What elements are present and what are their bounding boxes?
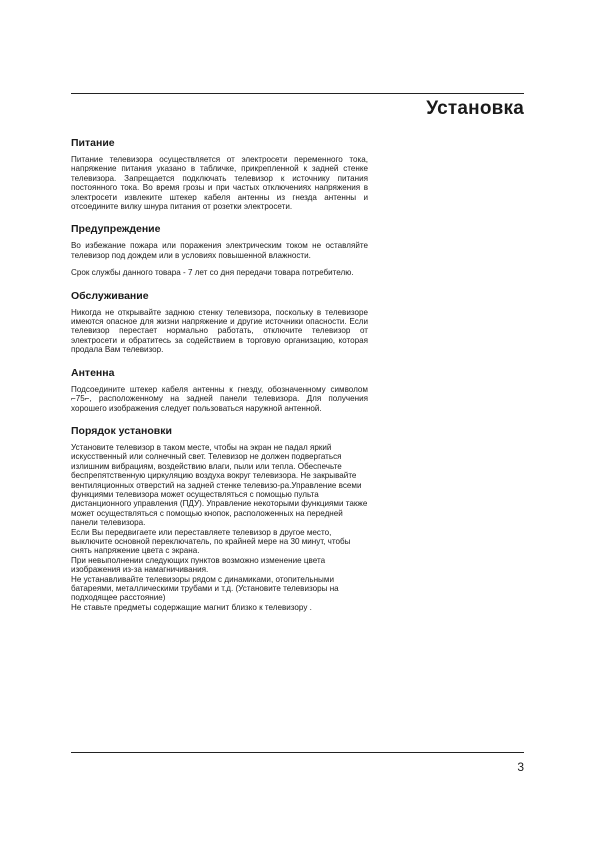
paragraph: Во избежание пожара или поражения электрическим током не оставляйте телевизор под дождем или в условиях повышенной влажности. [71, 241, 368, 260]
section-heading: Предупреждение [71, 223, 161, 236]
paragraph: При невыполнении следующих пунктов возможно изменение цвета изображения из-за намагничивания. [71, 555, 326, 575]
page-number: 3 [517, 760, 524, 774]
section-heading: Питание [71, 137, 115, 149]
paragraph: Никогда не открывайте заднюю стенку телевизора, поскольку в телевизоре имеются опасное для жизни напряжение и другие источники опасности. Если телевизор перестает нормально работать, отключите телевизор от электросети и обратитесь за содействием в торговую организацию, которая продала Вам телевизор. [71, 307, 368, 355]
paragraph: Не ставьте предметы содержащие магнит близко к телевизору . [71, 602, 312, 612]
paragraph: Срок службы данного товара - 7 лет со дня передачи товара потребителю. [71, 268, 354, 278]
section-antenna [71, 367, 368, 413]
page-title: Установка [426, 98, 524, 119]
section-heading: Обслуживание [71, 289, 149, 302]
paragraph: Питание телевизора осуществляется от электросети переменного тока, напряжение питания указано в табличке, прикрепленной к задней стенке телевизора. Запрещается подключать телевизор к источнику питания постоянного тока. Во время грозы и при частых отключениях напряжения в электросети извлеките штекер кабеля антенны из гнезда антенны и отсоедините вилку шнура питания от розетки электросети. [71, 155, 368, 212]
paragraph: Если Вы передвигаете или переставляете телевизор в другое место, выключите основной переключатель, по крайней мере на 30 минут, чтобы снять напряжение цвета с экрана. [71, 527, 351, 556]
section-heading: Антенна [71, 366, 115, 379]
top-rule [71, 93, 524, 94]
section-service [71, 290, 368, 355]
paragraph: Установите телевизор в таком месте, чтобы на экран не падал яркий искусственный или солнечный свет. Телевизор не должен подвергаться излишним вибрациям, воздействию влаги, пыли или тепла. Обеспечьте беспрепятственную циркуляцию воздуха вокруг телевизора. Не закрывайте вентиляционных отверстий на задней стенке телевизо-ра.Управление всеми функциями телевизора может осуществляться с помощью пульта дистанционного управления (ПДУ). Управление некоторыми функциями также может осуществляться с помощью кнопок, расположенных на передней панели телевизора. [71, 442, 368, 528]
section-install [71, 425, 368, 612]
content-column [71, 137, 368, 624]
bottom-rule [71, 752, 524, 753]
section-heading: Порядок установки [71, 424, 172, 437]
section-warning [71, 223, 368, 277]
section-power [71, 137, 368, 211]
paragraph: Не устанавливайте телевизоры рядом с динамиками, отопительными батареями, металлическими трубами и т.д. (Установите телевизоры на подходящее расстояние) [71, 574, 339, 603]
paragraph: Подсоедините штекер кабеля антенны к гнезду, обозначенному символом ⌐75⌐, расположенному на задней панели телевизора. Для получения хорошего изображения следует пользоваться наружной антенной. [71, 384, 368, 413]
